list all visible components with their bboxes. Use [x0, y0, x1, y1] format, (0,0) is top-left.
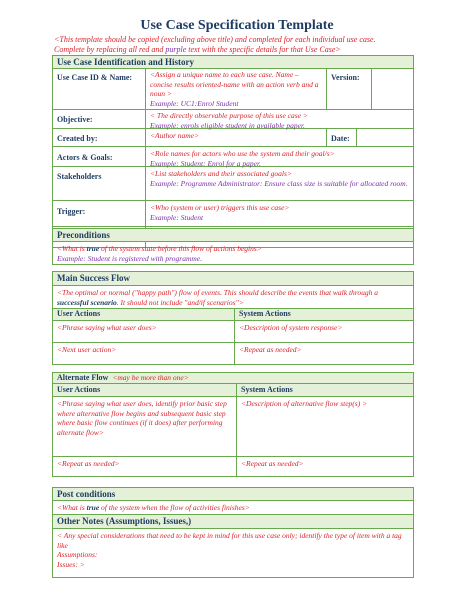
other-notes-body: < Any special considerations that need to be kept in mind for this use case only; identify the type of item with a tag like Assumptions: Issues: > [57, 531, 402, 569]
stakeholders-value: <List stakeholders and their associated goals> Example: Programme Administrator: Ensure class size is suitable for allocated room. [150, 169, 408, 188]
instructions-line2: Complete by replacing all red and purple text with the specific details for that Use Case> [54, 45, 341, 54]
alt-row2-user: <Repeat as needed> [57, 459, 120, 468]
alt-system-actions-header: System Actions [241, 385, 293, 394]
trigger-value: <Who (system or user) triggers this use case> Example: Student [150, 203, 290, 222]
objective-label: Objective: [57, 115, 93, 124]
identification-header: Use Case Identification and History [53, 56, 413, 69]
preconditions-header: Preconditions [53, 229, 413, 241]
created-by-label: Created by: [57, 134, 98, 143]
objective-value: < The directly observable purpose of this use case > Example: enrols eligible student in available paper. [150, 111, 308, 130]
trigger-label: Trigger: [57, 207, 86, 216]
use-case-id-label: Use Case ID & Name: [57, 73, 133, 82]
main-flow-header: Main Success Flow [53, 272, 413, 285]
main-row2-user: <Next user action> [57, 345, 117, 354]
alt-row2-system: <Repeat as needed> [241, 459, 304, 468]
date-label: Date: [331, 134, 350, 143]
alternate-flow-header: Alternate Flow <may be more than one> [53, 373, 413, 383]
created-by-value: <Author name> [150, 131, 200, 140]
preconditions-body: <What is true of the system state before this flow of actions begins> Example: Student is registered with programme. [57, 244, 262, 263]
alt-row1-system: <Description of alternative flow step(s) > [241, 399, 368, 408]
main-flow-description: <The optimal or normal ("happy path") flow of events. This should describe the events that walk through a successful scenario. It should not include "and/if scenarios"> [57, 288, 379, 307]
main-system-actions-header: System Actions [239, 309, 291, 318]
post-conditions-header: Post conditions [53, 488, 413, 500]
version-label: Version: [331, 73, 360, 82]
page-title: Use Case Specification Template [140, 18, 334, 33]
alt-user-actions-header: User Actions [57, 385, 101, 394]
use-case-id-value: <Assign a unique name to each use case. Name – concise results oriented-name with an action verb and a noun > Example: UC1:Enrol Student [150, 70, 319, 108]
actors-goals-value: <Role names for actors who use the system and their goal/s> Example: Student: Enrol for a paper. [150, 149, 335, 168]
stakeholders-label: Stakeholders [57, 172, 102, 181]
instructions [54, 35, 434, 55]
post-conditions-body: <What is true of the system when the flow of activities finishes> [57, 503, 250, 512]
instructions-line1: <This template should be copied (excluding above title) and completed for each individual use case. [54, 35, 376, 44]
main-user-actions-header: User Actions [57, 309, 101, 318]
main-row1-system: <Description of system response> [239, 323, 343, 332]
other-notes-header: Other Notes (Assumptions, Issues,) [53, 515, 413, 528]
main-row2-system: <Repeat as needed> [239, 345, 302, 354]
main-row1-user: <Phrase saying what user does> [57, 323, 157, 332]
actors-goals-label: Actors & Goals: [57, 153, 113, 162]
alt-row1-user: <Phrase saying what user does, identify prior basic step where alternative flow begins and subsequent basic step where basic flow continues (if it does) after performing alternate flow> [57, 399, 227, 437]
